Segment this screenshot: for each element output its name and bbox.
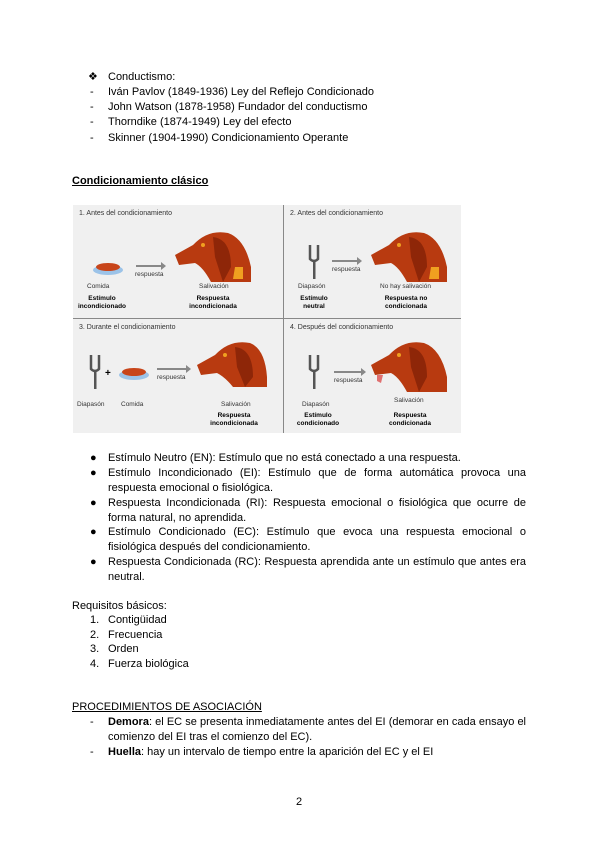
term: Demora bbox=[108, 716, 149, 728]
list-number: 4. bbox=[90, 658, 100, 670]
stimulus-caption: Comida bbox=[87, 283, 110, 290]
plus-icon: + bbox=[105, 368, 111, 379]
arrow-icon bbox=[332, 260, 358, 262]
intro-item: Iván Pavlov (1849-1936) Ley del Reflejo Condicionado bbox=[108, 86, 375, 98]
dog-icon bbox=[369, 227, 449, 282]
term-text: : hay un intervalo de tiempo entre la aparición del EC y el EI bbox=[141, 746, 434, 758]
pavlov-figure bbox=[73, 205, 461, 433]
arrow-label: respuesta bbox=[332, 266, 361, 273]
arrow-label: respuesta bbox=[157, 374, 186, 381]
stimulus-caption: Diapasón bbox=[302, 401, 330, 408]
list-number: 1. bbox=[90, 614, 100, 626]
response-label: Respuesta incondicionada bbox=[210, 412, 258, 427]
requisito-item: Orden bbox=[108, 643, 139, 655]
definition-item: Estímulo Neutro (EN): Estímulo que no está conectado a una respuesta. bbox=[108, 452, 461, 464]
stimulus-label: Estímulo incondicionado bbox=[77, 295, 127, 310]
tuning-fork-icon bbox=[306, 353, 322, 389]
food-bowl-icon bbox=[117, 365, 151, 381]
procedimiento-item bbox=[108, 715, 526, 745]
term: Huella bbox=[108, 746, 142, 758]
stimulus-caption: Comida bbox=[121, 401, 144, 408]
panel-title: 2. Antes del condicionamiento bbox=[290, 210, 384, 217]
definition-item: Estímulo Condicionado (EC): Estímulo que evoca una respuesta emocional o fisiológica después del condicionamiento. bbox=[108, 526, 526, 553]
panel-title: 4. Después del condicionamiento bbox=[290, 324, 394, 331]
requisitos-title: Requisitos básicos: bbox=[72, 600, 167, 612]
term-text: : el EC se presenta inmediatamente antes del EI (demorar en cada ensayo el comienzo del EI tras el comienzo del EC). bbox=[108, 716, 526, 743]
response-caption: No hay salivación bbox=[380, 283, 431, 290]
intro-item: John Watson (1878-1958) Fundador del conductismo bbox=[108, 101, 368, 113]
bullet-icon: ● bbox=[90, 452, 97, 464]
diamond-bullet-icon: ❖ bbox=[88, 71, 98, 83]
requisito-item: Contigüidad bbox=[108, 614, 167, 626]
tuning-fork-icon bbox=[306, 243, 322, 279]
dog-icon bbox=[195, 337, 267, 387]
definition-item: Respuesta Condicionada (RC): Respuesta aprendida ante un estímulo que antes era neutral. bbox=[108, 556, 526, 583]
response-caption: Salivación bbox=[199, 283, 229, 290]
tuning-fork-icon bbox=[87, 353, 103, 389]
requisito-item: Fuerza biológica bbox=[108, 658, 189, 670]
dog-icon bbox=[369, 337, 449, 392]
panel-3 bbox=[73, 319, 266, 432]
list-number: 3. bbox=[90, 643, 100, 655]
bullet-icon: ● bbox=[90, 556, 97, 568]
dash: - bbox=[90, 86, 94, 98]
intro-heading: Conductismo: bbox=[108, 71, 176, 83]
bullet-icon: ● bbox=[90, 497, 97, 509]
stimulus-caption: Diapasón bbox=[77, 401, 105, 408]
response-label: Respuesta no condicionada bbox=[384, 295, 428, 310]
stimulus-label: Estímulo condicionado bbox=[296, 412, 340, 427]
page-number: 2 bbox=[296, 796, 303, 808]
requisito-item: Frecuencia bbox=[108, 629, 163, 641]
stimulus-caption: Diapasón bbox=[298, 283, 326, 290]
arrow-label: respuesta bbox=[135, 271, 164, 278]
panel-4 bbox=[284, 319, 477, 432]
panel-title: 1. Antes del condicionamiento bbox=[79, 210, 173, 217]
arrow-icon bbox=[157, 368, 187, 370]
intro-item: Thorndike (1874-1949) Ley del efecto bbox=[108, 116, 292, 128]
section-title: Condicionamiento clásico bbox=[72, 175, 209, 187]
bullet-icon: ● bbox=[90, 526, 97, 538]
definition-item: Estímulo Incondicionado (EI): Estímulo que de forma automática provoca una respuesta emocional o fisiológica. bbox=[108, 467, 526, 494]
panel-2 bbox=[284, 205, 477, 318]
arrow-label: respuesta bbox=[334, 377, 363, 384]
arrow-icon bbox=[136, 265, 162, 267]
list-number: 2. bbox=[90, 629, 100, 641]
dash: - bbox=[90, 116, 94, 128]
arrow-icon bbox=[334, 371, 362, 373]
dash: - bbox=[90, 101, 94, 113]
dash: - bbox=[90, 132, 94, 144]
bullet-icon: ● bbox=[90, 467, 97, 479]
procedimiento-item bbox=[108, 745, 526, 760]
stimulus-label: Estímulo neutral bbox=[300, 295, 328, 310]
intro-item: Skinner (1904-1990) Condicionamiento Operante bbox=[108, 132, 349, 144]
dog-icon bbox=[173, 227, 253, 282]
response-caption: Salivación bbox=[221, 401, 251, 408]
response-caption: Salivación bbox=[394, 397, 424, 404]
panel-title: 3. Durante el condicionamiento bbox=[79, 324, 176, 331]
panel-1 bbox=[73, 205, 266, 318]
dash: - bbox=[90, 716, 94, 728]
response-label: Respuesta incondicionada bbox=[189, 295, 237, 310]
dash: - bbox=[90, 746, 94, 758]
definition-item: Respuesta Incondicionada (RI): Respuesta emocional o fisiológica que ocurre de forma natural, no aprendida. bbox=[108, 497, 526, 524]
procedimientos-title: PROCEDIMIENTOS DE ASOCIACIÓN bbox=[72, 701, 262, 713]
response-label: Respuesta condicionada bbox=[389, 412, 431, 427]
food-bowl-icon bbox=[91, 260, 125, 276]
